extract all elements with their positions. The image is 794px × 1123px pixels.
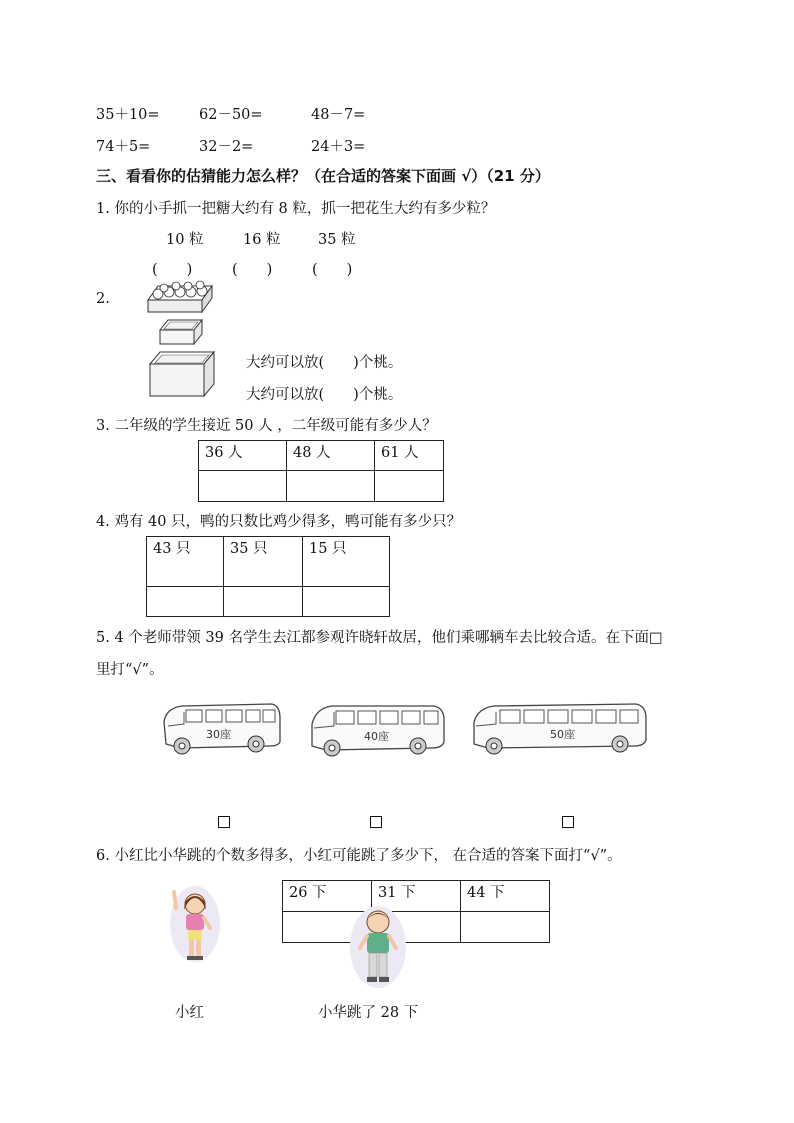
section-heading: 三、看看你的估猜能力怎么样？（在合适的答案下面画 √）（21 分） xyxy=(96,167,550,185)
boy-figure-icon xyxy=(348,904,408,990)
boy-caption: 小华跳了 28 下 xyxy=(318,1005,419,1021)
arith-1-3: 48－7= xyxy=(311,107,366,123)
q5-line-2: 里打“√”。 xyxy=(96,662,164,678)
q4-answer-3[interactable] xyxy=(303,587,390,617)
q3-answer-2[interactable] xyxy=(287,471,375,502)
q3-table xyxy=(198,440,444,502)
arith-1-1: 35＋10= xyxy=(96,107,160,123)
q4-answer-1[interactable] xyxy=(147,587,224,617)
girl-name: 小红 xyxy=(175,1005,204,1021)
girl-figure-icon xyxy=(168,884,222,964)
q1-text: 1. 你的小手抓一把糖大约有 8 粒，抓一把花生大约有多少粒？ xyxy=(96,201,496,217)
bus-40-icon xyxy=(306,700,448,758)
bus-30-label: 30座 xyxy=(206,728,231,741)
bus-40-label: 40座 xyxy=(364,730,389,743)
q4-option-2: 35 只 xyxy=(224,537,303,587)
q1-blank-3[interactable]: ( ) xyxy=(312,262,353,278)
q6-option-2: 31 下 xyxy=(372,881,461,912)
arith-2-1: 74＋5= xyxy=(96,139,151,155)
q6-option-3: 44 下 xyxy=(461,881,550,912)
q2-line-1: 大约可以放( )个桃。 xyxy=(246,355,403,371)
q6-answer-3[interactable] xyxy=(461,912,550,943)
q2-number: 2. xyxy=(96,291,110,307)
bus-30-checkbox[interactable] xyxy=(218,816,230,828)
q1-blank-1[interactable]: ( ) xyxy=(152,262,193,278)
q4-answer-2[interactable] xyxy=(224,587,303,617)
q3-answer-1[interactable] xyxy=(199,471,287,502)
q2-line-2: 大约可以放( )个桃。 xyxy=(246,387,403,403)
q6-table xyxy=(282,880,550,943)
q1-option-2: 16 粒 xyxy=(243,232,281,248)
q1-blank-2[interactable]: ( ) xyxy=(232,262,273,278)
arith-1-2: 62－50= xyxy=(199,107,263,123)
bus-50-label: 50座 xyxy=(550,728,575,741)
arith-2-2: 32－2= xyxy=(199,139,254,155)
q4-text: 4. 鸡有 40 只，鸭的只数比鸡少得多，鸭可能有多少只？ xyxy=(96,514,462,530)
peach-box-icon xyxy=(146,280,216,400)
q1-option-3: 35 粒 xyxy=(318,232,356,248)
q3-option-1: 36 人 xyxy=(199,441,287,471)
q1-option-1: 10 粒 xyxy=(166,232,204,248)
q3-text: 3. 二年级的学生接近 50 人 ，二年级可能有多少人？ xyxy=(96,418,437,434)
q4-option-1: 43 只 xyxy=(147,537,224,587)
q4-table xyxy=(146,536,390,617)
bus-30-icon xyxy=(160,700,284,758)
q3-answer-3[interactable] xyxy=(375,471,444,502)
q5-line-1: 5. 4 个老师带领 39 名学生去江都参观许晓轩故居，他们乘哪辆车去比较合适。在下面□ xyxy=(96,630,663,646)
q6-text: 6. 小红比小华跳的个数多得多，小红可能跳了多少下， 在合适的答案下面打“√”。 xyxy=(96,848,622,864)
q4-option-3: 15 只 xyxy=(303,537,390,587)
bus-50-icon xyxy=(470,700,650,758)
bus-40-checkbox[interactable] xyxy=(370,816,382,828)
q6-option-1: 26 下 xyxy=(283,881,372,912)
q3-option-2: 48 人 xyxy=(287,441,375,471)
q3-option-3: 61 人 xyxy=(375,441,444,471)
bus-50-checkbox[interactable] xyxy=(562,816,574,828)
arith-2-3: 24＋3= xyxy=(311,139,366,155)
